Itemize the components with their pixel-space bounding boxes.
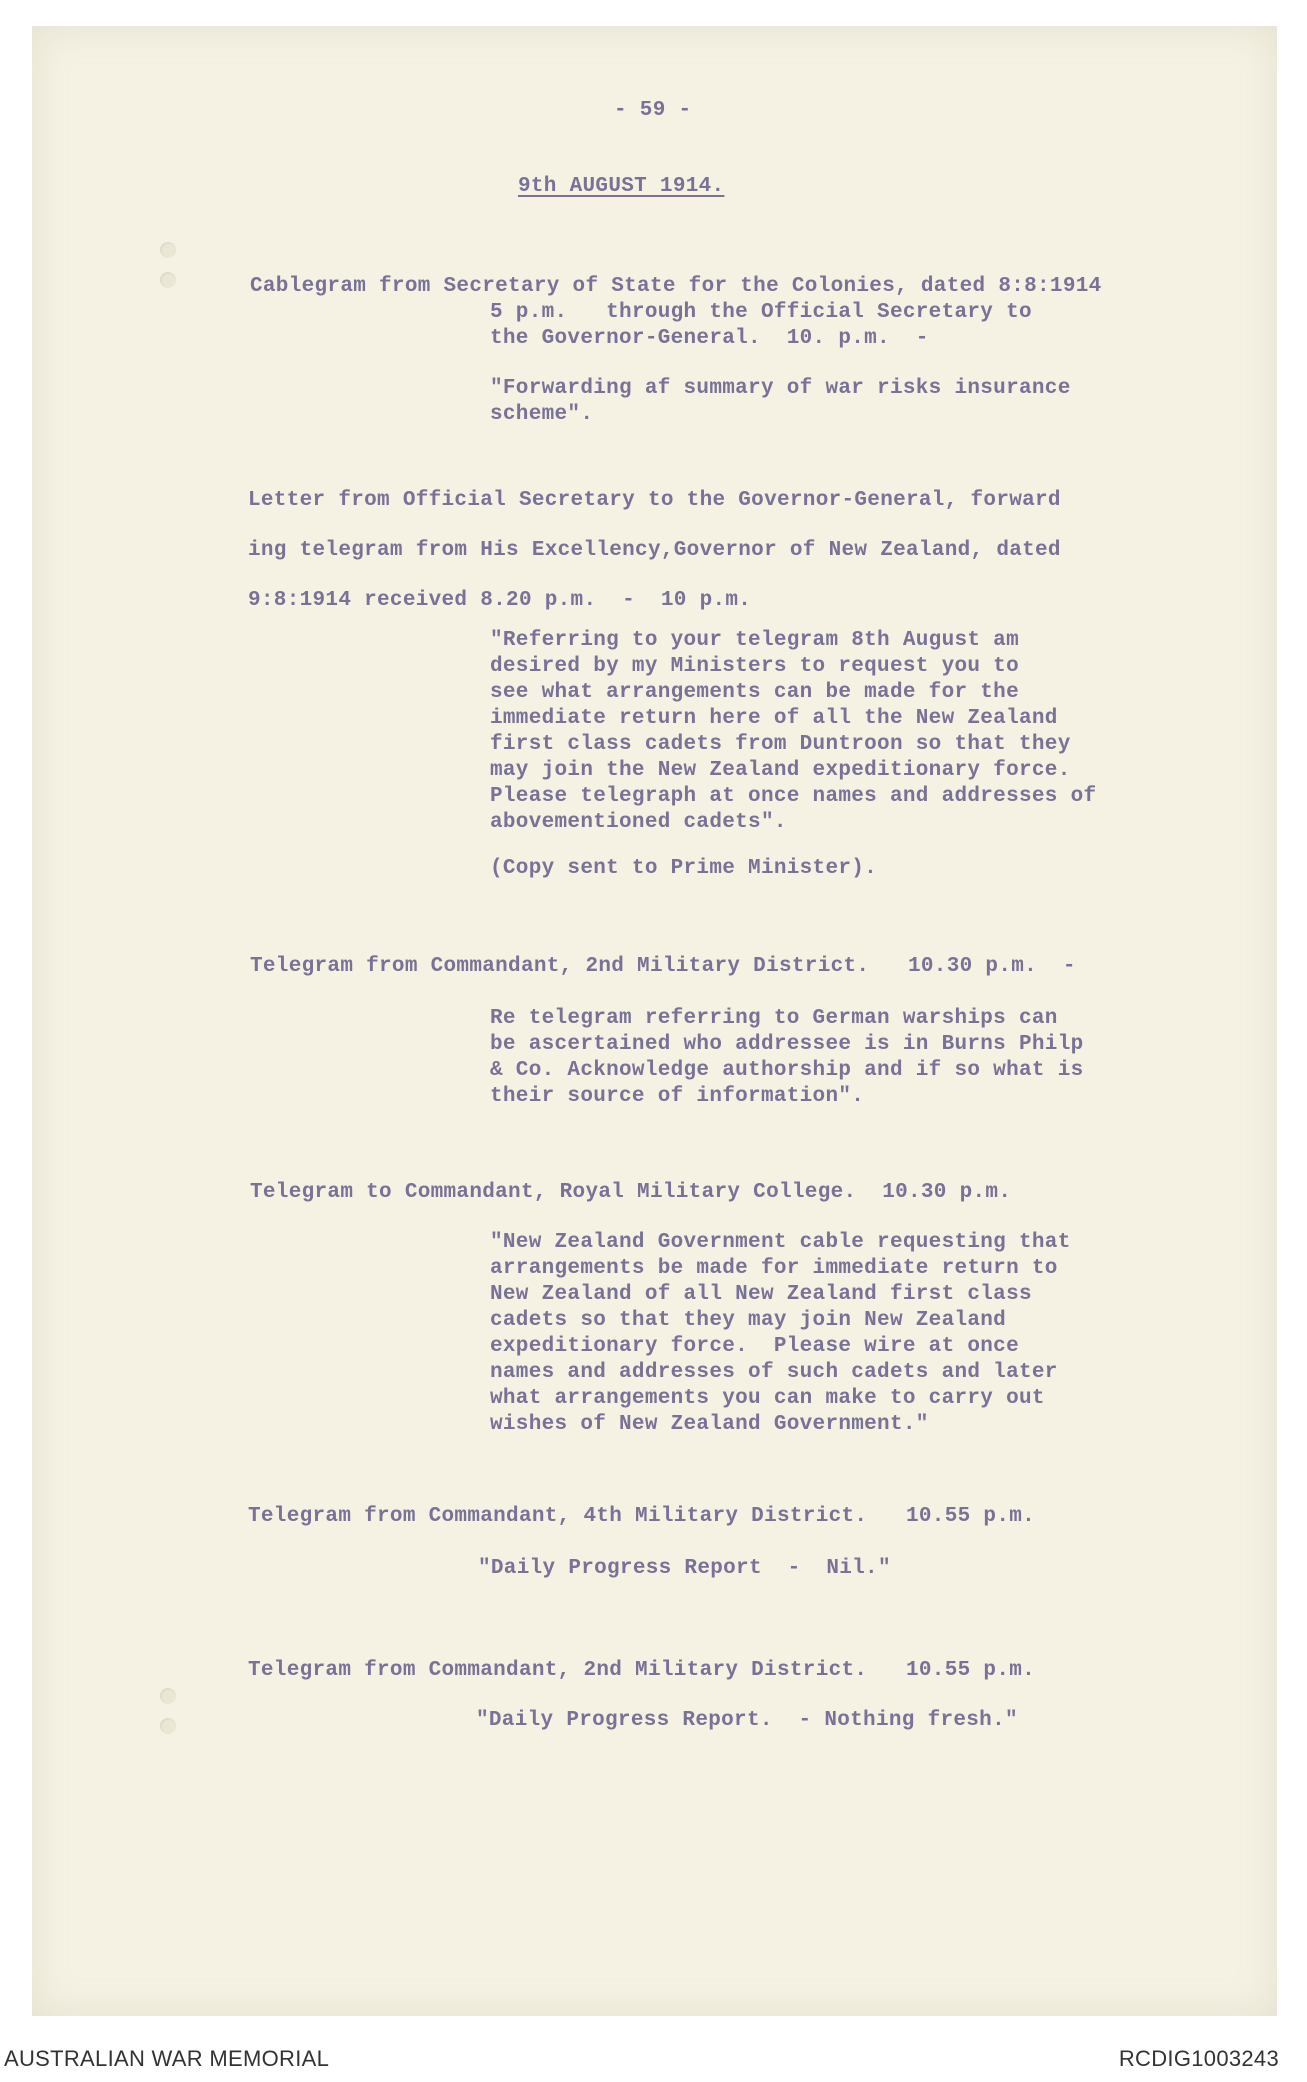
entry-header	[248, 1504, 1035, 1530]
entry-header-line: Telegram from Commandant, 2nd Military District. 10.55 p.m.	[248, 1659, 1036, 1682]
page-number: - 59 -	[614, 99, 692, 122]
footer-record-id: RCDIG1003243	[1118, 2046, 1279, 2071]
entry-header-line: Telegram to Commandant, Royal Military College. 10.30 p.m.	[250, 1181, 1012, 1204]
entry-body-line: "Forwarding af summary of war risks insurance	[490, 377, 1071, 400]
entry-body-line: expeditionary force. Please wire at once	[490, 1335, 1019, 1358]
entry-header-line: 5 p.m. through the Official Secretary to	[490, 301, 1032, 324]
punch-hole	[160, 242, 176, 258]
entry-body-line: wishes of New Zealand Government."	[490, 1413, 929, 1436]
entry-body-line: cadets so that they may join New Zealand	[490, 1309, 1007, 1332]
entry-body	[490, 1230, 1071, 1438]
entry-body	[478, 1556, 891, 1582]
punch-hole	[160, 272, 176, 288]
entry-body	[490, 628, 1096, 836]
entry-body-line: & Co. Acknowledge authorship and if so what is	[490, 1059, 1084, 1082]
entry-header	[248, 1658, 1035, 1684]
entry-body-line: New Zealand of all New Zealand first class	[490, 1283, 1032, 1306]
entry-body-line: "Referring to your telegram 8th August am	[490, 629, 1019, 652]
entry-header-line: Telegram from Commandant, 4th Military District. 10.55 p.m.	[248, 1505, 1036, 1528]
entry-body-line: "New Zealand Government cable requesting that	[490, 1231, 1071, 1254]
entry-header	[248, 476, 1061, 626]
entry-body-line: abovementioned cadets".	[490, 811, 787, 834]
entry-body-line: Re telegram referring to German warships can	[490, 1007, 1058, 1030]
punch-hole	[160, 1688, 176, 1704]
entry-body	[490, 376, 1071, 428]
footer-source: AUSTRALIAN WAR MEMORIAL	[4, 2046, 330, 2071]
entry-header-line: Telegram from Commandant, 2nd Military District. 10.30 p.m. -	[250, 955, 1076, 978]
entry-body-line: scheme".	[490, 403, 594, 426]
entry-body-line: first class cadets from Duntroon so that they	[490, 733, 1071, 756]
entry-body-line: see what arrangements can be made for the	[490, 681, 1019, 704]
entry-body	[476, 1708, 1018, 1734]
entry-body-line: their source of information".	[490, 1085, 865, 1108]
entry-note: (Copy sent to Prime Minister).	[490, 857, 878, 880]
entry-body-line: arrangements be made for immediate return to	[490, 1257, 1058, 1280]
entry-header-line: Cablegram from Secretary of State for the Colonies, dated 8:8:1914	[250, 275, 1102, 298]
entry-body	[490, 1006, 1084, 1110]
entry-header	[250, 1180, 1011, 1206]
entry-body-line: what arrangements you can make to carry out	[490, 1387, 1045, 1410]
entry-body-line: "Daily Progress Report - Nil."	[478, 1557, 891, 1580]
entry-body-line: "Daily Progress Report. - Nothing fresh."	[476, 1709, 1018, 1732]
date-heading: 9th AUGUST 1914.	[518, 175, 725, 198]
entry-header	[250, 954, 1076, 980]
entry-body-line: desired by my Ministers to request you to	[490, 655, 1019, 678]
entry-body-line: immediate return here of all the New Zealand	[490, 707, 1058, 730]
entry-header-line: the Governor-General. 10. p.m. -	[490, 327, 929, 350]
entry-header-line: ing telegram from His Excellency,Governor of New Zealand, dated	[248, 539, 1061, 562]
entry-body-line: may join the New Zealand expeditionary force.	[490, 759, 1071, 782]
entry-body-line: names and addresses of such cadets and later	[490, 1361, 1058, 1384]
entry-header	[250, 274, 1102, 352]
entry-header-line: Letter from Official Secretary to the Governor-General, forward	[248, 489, 1061, 512]
entry-header-line: 9:8:1914 received 8.20 p.m. - 10 p.m.	[248, 589, 752, 612]
punch-hole	[160, 1718, 176, 1734]
entry-body-line: be ascertained who addressee is in Burns Philp	[490, 1033, 1084, 1056]
entry-body-line: Please telegraph at once names and addresses of	[490, 785, 1097, 808]
